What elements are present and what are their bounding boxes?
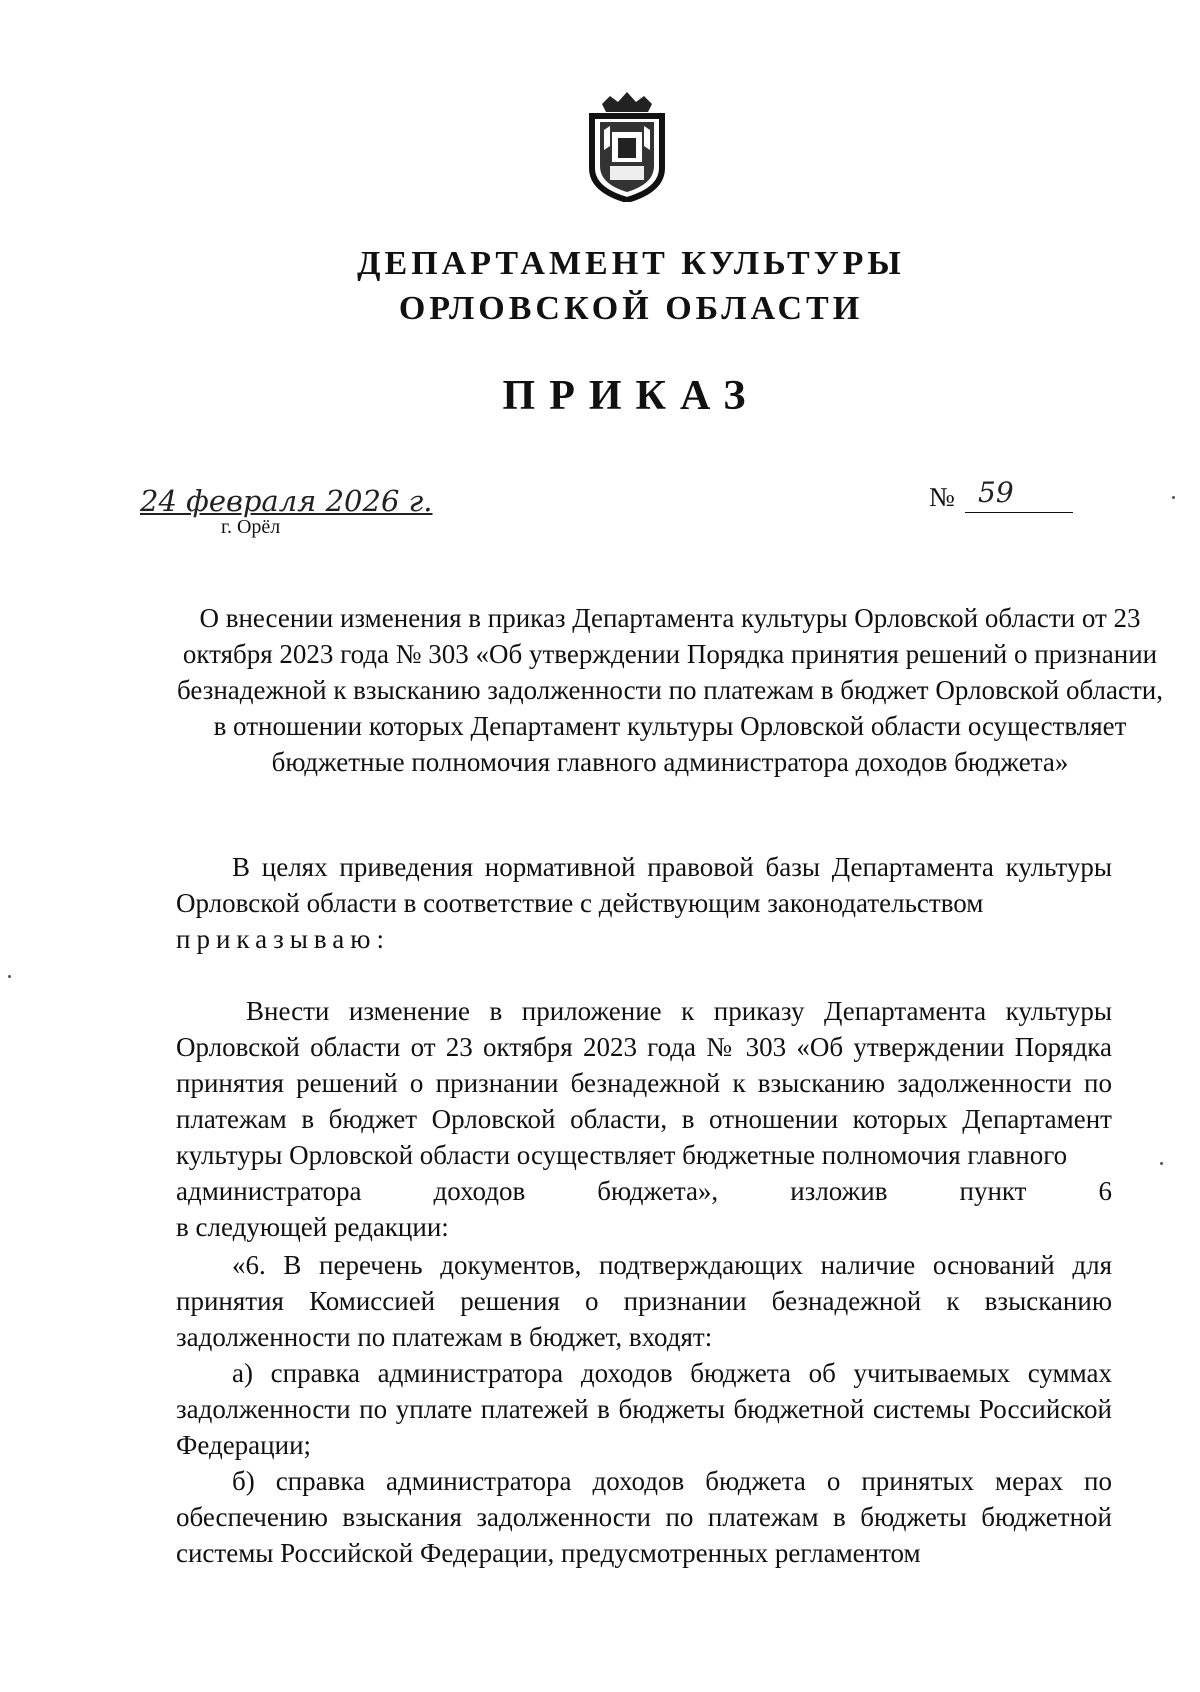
item-b-paragraph: б) справка администратора доходов бюджета о принятых мерах по обеспечению взыскания задолженности по платежам в бюджеты бюджетной системы Российской Федерации, предусмотренных регламентом xyxy=(176,1466,1112,1568)
order-title: О внесении изменения в приказ Департамента культуры Орловской области от 23 октября 2023 года № 303 «Об утверждении Порядка принятия решений о признании безнадежной к взысканию задолженности по платежам в бюджет Орловской области, в отношении которых Департамент культуры Орловской области осуществляет бюджетные полномочия главного администратора доходов бюджета» xyxy=(177,603,1163,777)
organization-name-line2: ОРЛОВСКОЙ ОБЛАСТИ xyxy=(398,290,864,327)
item-6-paragraph: «6. В перечень документов, подтверждающих наличие оснований для принятия Комиссией решения о признании безнадежной к взысканию задолженности по платежам в бюджет, входят: xyxy=(176,1250,1112,1352)
city-label: г. Орёл xyxy=(221,516,281,538)
scan-speck xyxy=(8,975,11,978)
change-spread-line xyxy=(176,1173,1112,1209)
change-paragraph xyxy=(176,993,1112,1245)
coat-of-arms-emblem xyxy=(582,90,672,202)
preamble-paragraph xyxy=(176,849,1112,957)
spread-word: 6 xyxy=(1098,1176,1112,1206)
handwritten-number: 59 xyxy=(978,476,1014,509)
change-end-text: в следующей редакции: xyxy=(176,1212,449,1242)
handwritten-date: 24 февраля 2026 г. xyxy=(140,484,433,518)
document-type-title: ПРИКАЗ xyxy=(502,373,760,419)
scan-speck xyxy=(1172,496,1175,499)
spread-word: изложив xyxy=(790,1176,888,1206)
number-label: № xyxy=(929,482,955,512)
spread-word: пункт xyxy=(959,1176,1027,1206)
order-word: приказываю: xyxy=(176,924,390,954)
scan-speck xyxy=(1160,1162,1163,1165)
spread-word: администратора xyxy=(176,1176,362,1206)
organization-name-line1: ДЕПАРТАМЕНТ КУЛЬТУРЫ xyxy=(357,245,905,282)
item-a-paragraph: а) справка администратора доходов бюджета об учитываемых суммах задолженности по уплате платежей в бюджеты бюджетной системы Российской Федерации; xyxy=(176,1358,1112,1460)
spread-word: бюджета», xyxy=(597,1176,719,1206)
number-underline xyxy=(965,512,1073,513)
preamble-text: В целях приведения нормативной правовой базы Департамента культуры Орловской области в соответствие с действующим законодательством xyxy=(176,852,1112,918)
spread-word: доходов xyxy=(433,1176,526,1206)
change-intro-text: Внести изменение в приложение к приказу Департамента культуры Орловской области от 23 октября 2023 года № 303 «Об утверждении Порядка принятия решений о признании безнадежной к взысканию задолженности по платежам в бюджет Орловской области, в отношении которых Департамент культуры Орловской области осуществляет бюджетные полномочия главного xyxy=(176,996,1112,1170)
